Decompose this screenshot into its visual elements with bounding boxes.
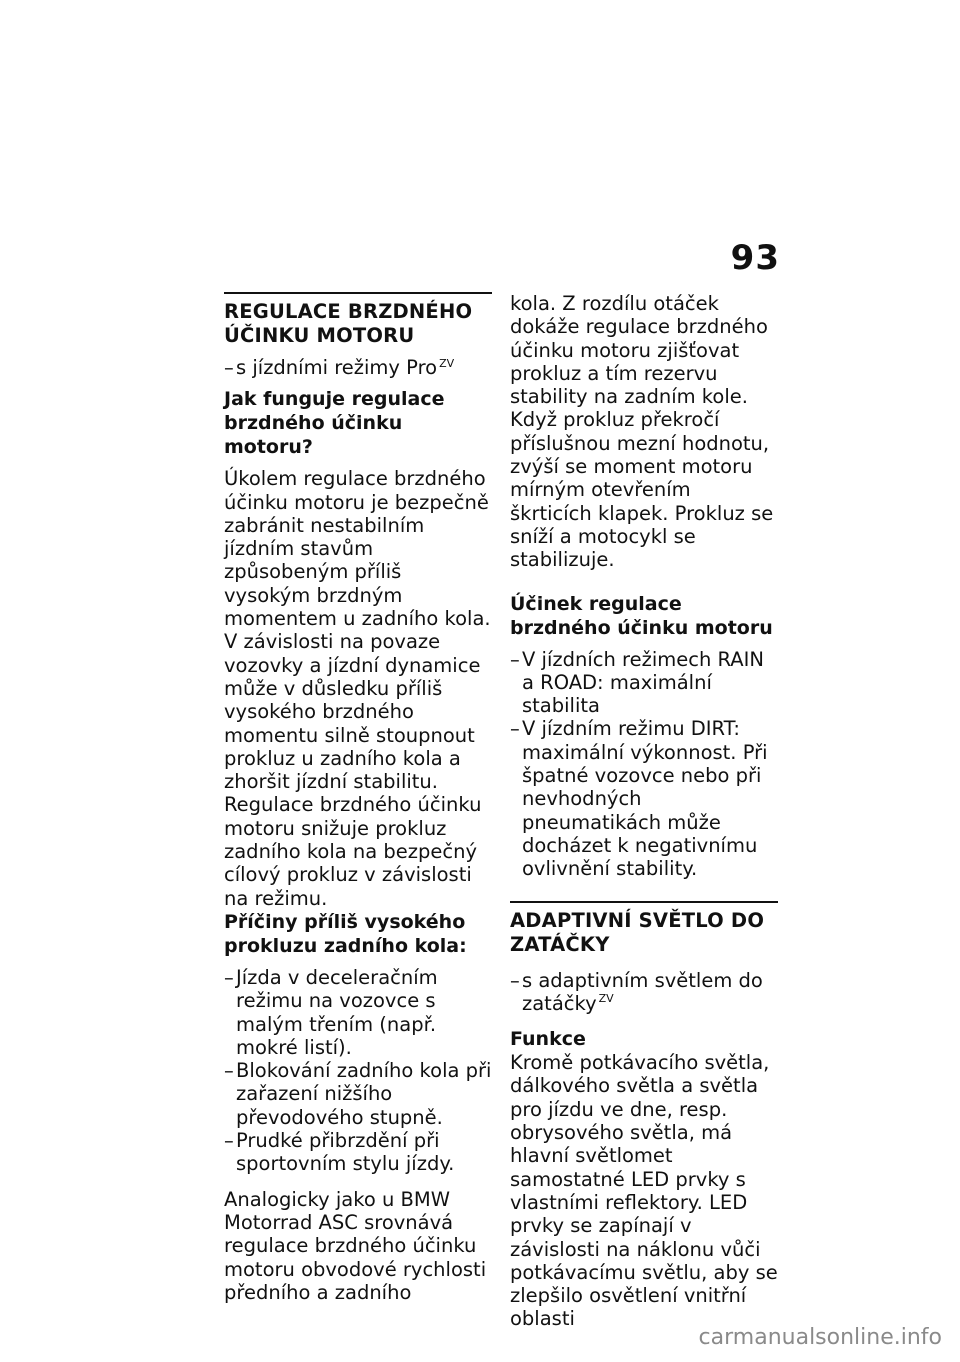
list-item: – Blokování zadního kola při zařazení nižšího převodového stupně.	[224, 1059, 492, 1129]
right-column	[510, 292, 778, 1331]
section-title-adaptive-light: ADAPTIVNÍ SVĚTLO DO ZATÁČKY	[510, 908, 765, 956]
list-item: – Jízda v deceleračním režimu na vozovce s malým třením (např. mokré listí).	[224, 966, 492, 1059]
scope-note	[224, 356, 492, 379]
section-title-engine-braking: REGULACE BRZDNÉHO ÚČINKU MOTORU	[224, 300, 473, 347]
list-item: – V jízdním režimu DIRT: maximální výkonnost. Při špatné vozovce nebo při nevhodných pneumatikách může docházet k negativnímu ovlivnění stability.	[510, 717, 778, 880]
section-divider	[224, 292, 492, 294]
paragraph-purpose: Úkolem regulace brzdného účinku motoru je bezpečně zabránit nestabilním jízdním stavům způsobeným příliš vysokým brzdným momentem u zadního kola. V závislosti na povaze vozovky a jízdní dynamice může v důsledku příliš vysokého brzdného momentu silně stoupnout prokluz u zadního kola a zhoršit jízdní stabilitu. Regulace brzdného účinku motoru snižuje prokluz zadního kola na bezpečný cílový prokluz v závislosti na režimu.	[224, 467, 491, 910]
left-column	[224, 292, 492, 1304]
question-heading: Jak funguje regulace brzdného účinku motoru?	[224, 388, 445, 459]
causes-heading: Příčiny příliš vysokého prokluzu zadního kola:	[224, 910, 467, 957]
scope-text: s adaptivním světlem do zatáčky	[522, 968, 763, 1015]
scope-text: s jízdními režimy Pro	[236, 356, 438, 379]
section-divider	[510, 901, 778, 903]
function-heading: Funkce	[510, 1028, 586, 1051]
paragraph-function: Kromě potkávacího světla, dálkového světla a světla pro jízdu ve dne, resp. obrysového světla, má hlavní světlomet samostatné LED prvky s vlastními reflektory. LED prvky se zapínají v závislosti na náklonu vůči potkávacímu světlu, aby se zlepšilo osvětlení vnitřní oblasti	[510, 1051, 778, 1331]
effect-heading: Účinek regulace brzdného účinku motoru	[510, 592, 773, 639]
paragraph-continuation: kola. Z rozdílu otáček dokáže regulace brzdného účinku motoru zjišťovat prokluz a tím rezervu stability na zadním kole. Když prokluz překročí příslušnou mezní hodnotu, zvýší se moment motoru mírným otevřením škrticích klapek. Prokluz se sníží a motocykl se stabilizuje.	[510, 292, 774, 572]
scope-superscript: ZV	[598, 992, 614, 1006]
paragraph-analogy: Analogicky jako u BMW Motorrad ASC srovnává regulace brzdného účinku motoru obvodové rychlosti předního a zadního	[224, 1187, 487, 1304]
scope-note	[510, 969, 778, 1016]
list-item: – Prudké přibrzdění při sportovním stylu jízdy.	[224, 1129, 492, 1176]
page-number: 93	[730, 238, 780, 278]
list-item: – V jízdních režimech RAIN a ROAD: maximální stabilita	[510, 648, 778, 718]
watermark: carmanualsonline.info	[698, 1325, 942, 1350]
scope-superscript: ZV	[439, 356, 455, 370]
